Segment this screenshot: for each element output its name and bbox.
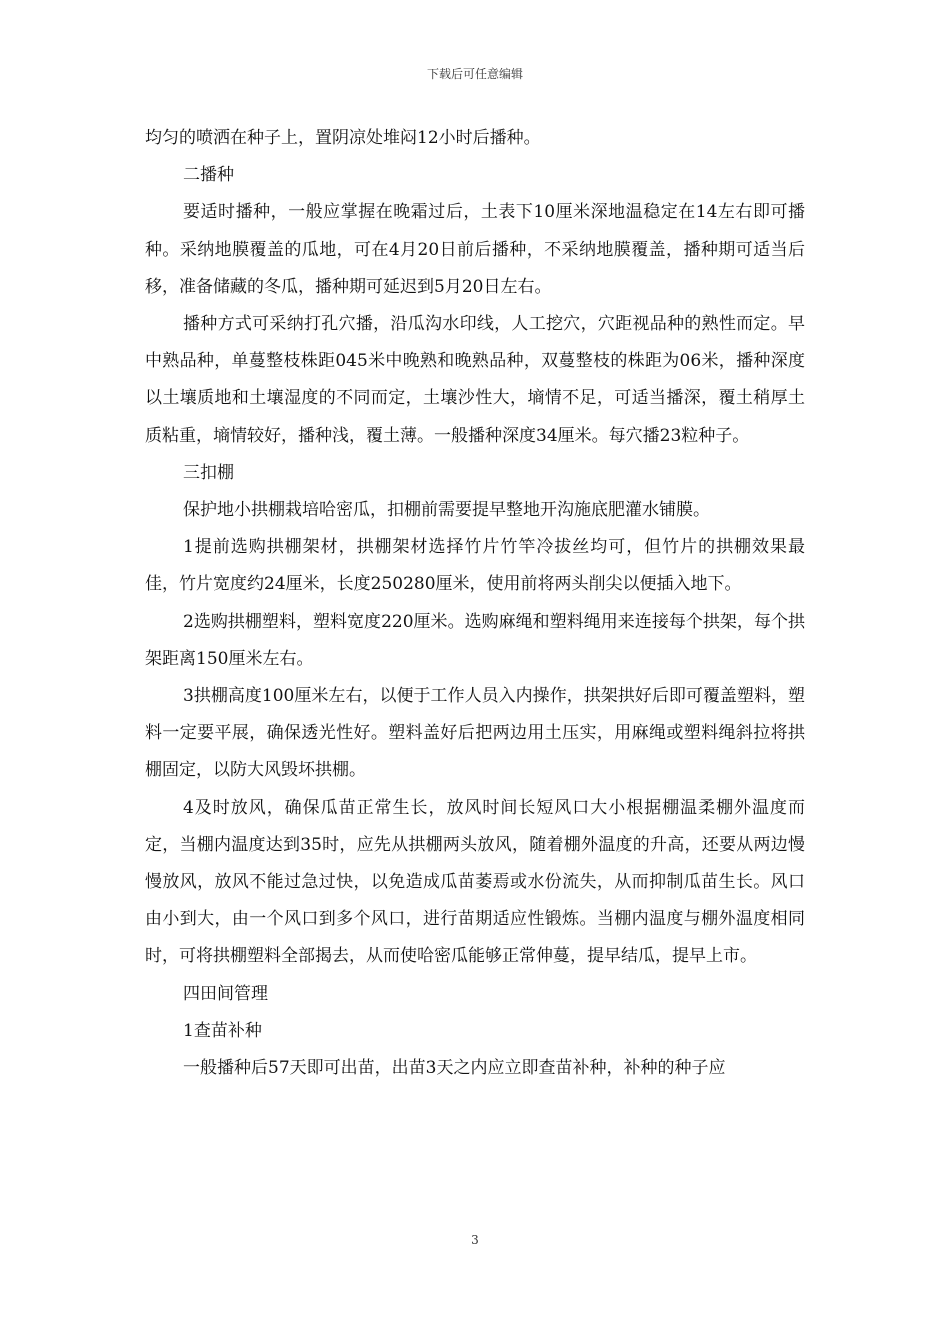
- section-heading: 二播种: [183, 165, 234, 186]
- page-header: 下载后可任意编辑: [426, 67, 523, 81]
- page-number: 3: [471, 1233, 479, 1247]
- paragraph: 3拱棚高度100厘米左右，以便于工作人员入内操作，拱架拱好后即可覆盖塑料，塑料一定要平展，确保透光性好。塑料盖好后把两边用土压实，用麻绳或塑料绳斜拉将拱棚固定，以防大风毁坏拱棚。: [145, 686, 805, 781]
- paragraph: 1提前选购拱棚架材，拱棚架材选择竹片竹竿冷拔丝均可，但竹片的拱棚效果最佳，竹片宽度约24厘米，长度250280厘米，使用前将两头削尖以便插入地下。: [145, 537, 805, 595]
- paragraph: 4及时放风，确保瓜苗正常生长，放风时间长短风口大小根据棚温柔棚外温度而定，当棚内温度达到35时，应先从拱棚两头放风，随着棚外温度的升高，还要从两边慢慢放风，放风不能过急过快，以免造成瓜苗萎焉或水份流失，从而抑制瓜苗生长。风口由小到大，由一个风口到多个风口，进行苗期适应性锻炼。当棚内温度与棚外温度相同时，可将拱棚塑料全部揭去，从而使哈密瓜能够正常伸蔓，提早结瓜，提早上市。: [145, 797, 805, 967]
- paragraph: 要适时播种，一般应掌握在晚霜过后，土表下10厘米深地温稳定在14左右即可播种。采纳地膜覆盖的瓜地，可在4月20日前后播种，不采纳地膜覆盖，播种期可适当后移，准备储藏的冬瓜，播种期可延迟到5月20日左右。: [145, 202, 805, 297]
- paragraph: 播种方式可采纳打孔穴播，沿瓜沟水印线，人工挖穴，穴距视品种的熟性而定。早中熟品种，单蔓整枝株距045米中晚熟和晚熟品种，双蔓整枝的株距为06米，播种深度以土壤质地和土壤湿度的不同而定，土壤沙性大，墒情不足，可适当播深，覆土稍厚土质粘重，墒情较好，播种浅，覆土薄。一般播种深度34厘米。每穴播23粒种子。: [145, 314, 805, 446]
- paragraph: 一般播种后57天即可出苗，出苗3天之内应立即查苗补种，补种的种子应: [183, 1058, 726, 1079]
- paragraph: 均匀的喷洒在种子上，置阴凉处堆闷12小时后播种。: [145, 128, 541, 148]
- section-heading: 三扣棚: [183, 462, 234, 483]
- subsection-heading: 1查苗补种: [183, 1020, 262, 1041]
- paragraph: 2选购拱棚塑料，塑料宽度220厘米。选购麻绳和塑料绳用来连接每个拱架，每个拱架距离150厘米左右。: [145, 611, 805, 669]
- section-heading: 四田间管理: [183, 983, 268, 1004]
- document-body: [145, 120, 805, 1087]
- paragraph: 保护地小拱棚栽培哈密瓜，扣棚前需要提早整地开沟施底肥灌水铺膜。: [183, 500, 710, 521]
